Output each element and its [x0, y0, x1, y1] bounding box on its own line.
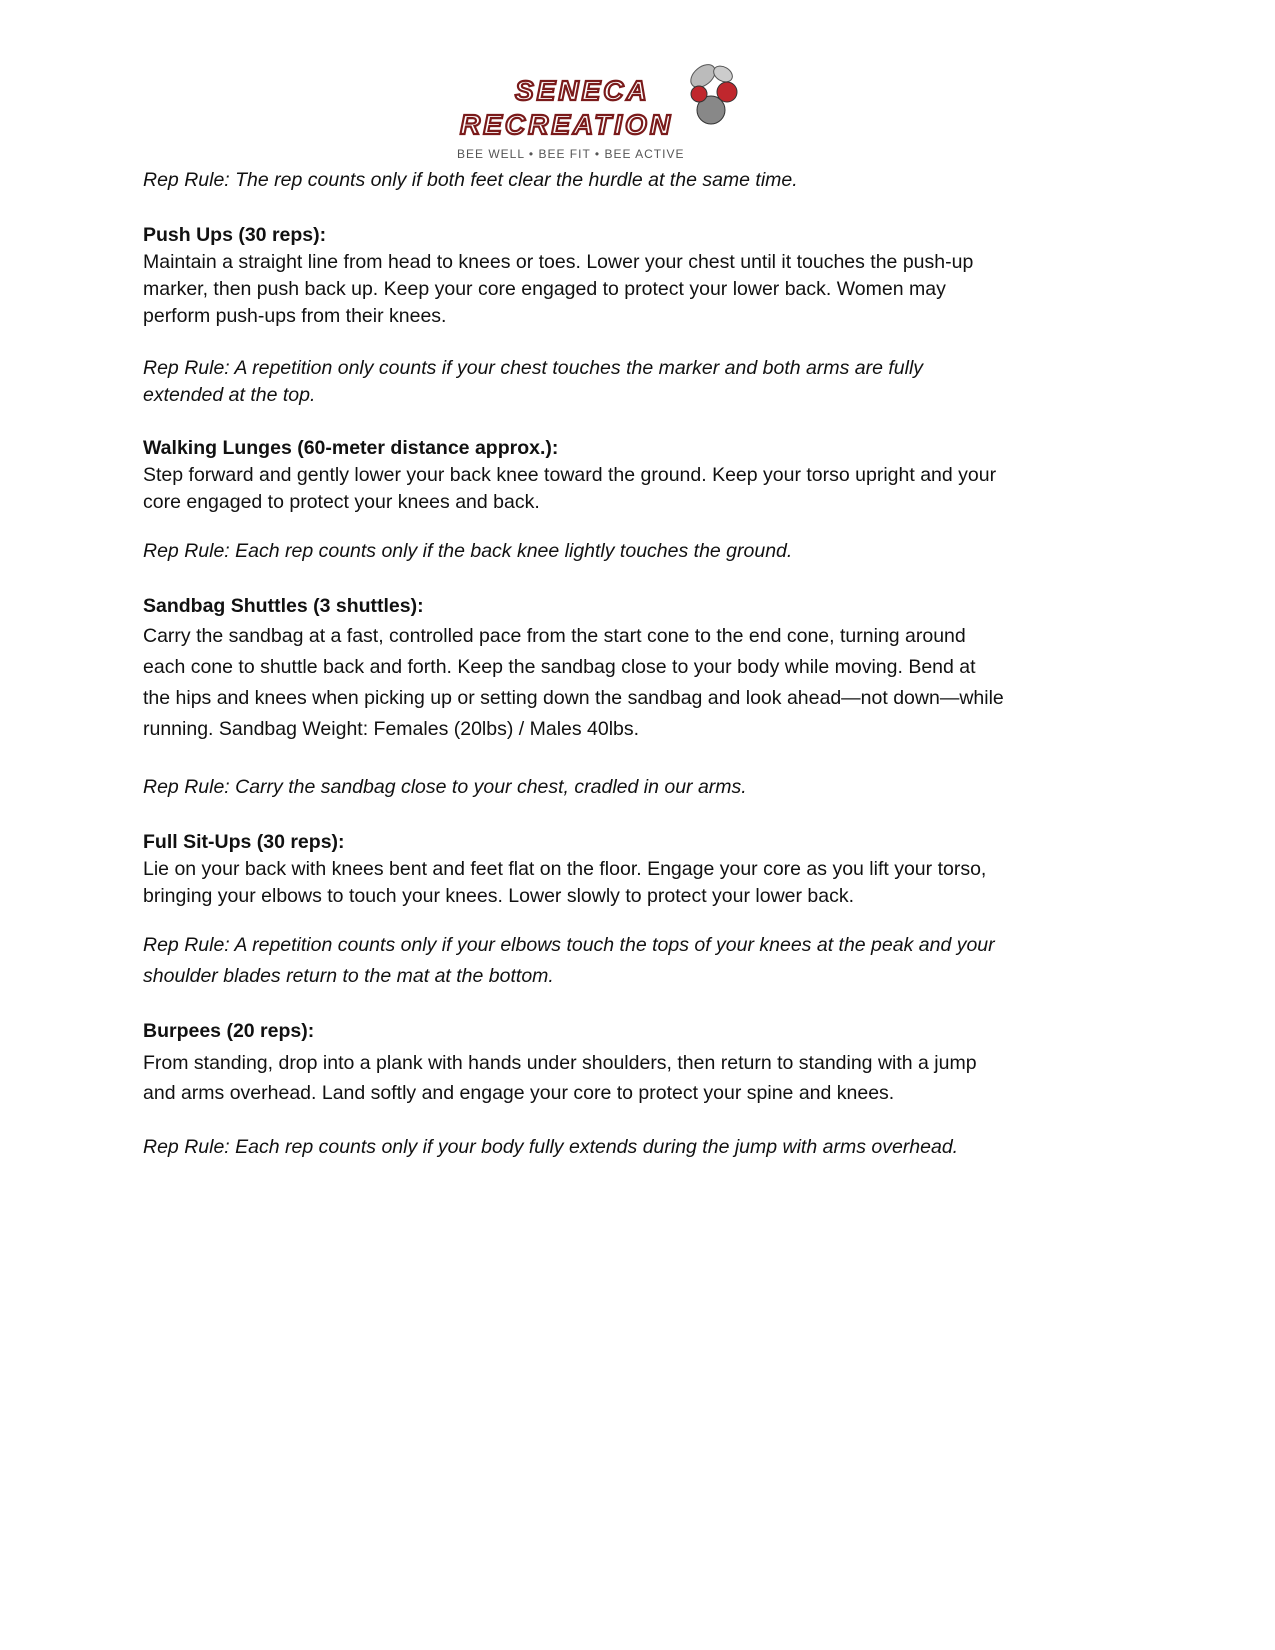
text-line: Rep Rule: Carry the sandbag close to your chest, cradled in our arms.	[143, 776, 747, 798]
text-line: Maintain a straight line from head to knees or toes. Lower your chest until it touches the push-up	[143, 251, 974, 273]
text-line: core engaged to protect your knees and back.	[143, 491, 540, 513]
text-line: Full Sit-Ups (30 reps):	[143, 831, 345, 853]
section-heading	[143, 1018, 1133, 1045]
section-rep-rule	[143, 355, 1133, 409]
text-line: shoulder blades return to the mat at the bottom.	[143, 965, 554, 987]
text-line: Walking Lunges (60-meter distance approx.):	[143, 437, 559, 459]
section-heading	[143, 435, 1133, 462]
section-rep-rule	[143, 930, 1133, 992]
intro-rep-rule	[143, 167, 1133, 194]
text-line: Sandbag Shuttles (3 shuttles):	[143, 595, 424, 617]
section-rep-rule	[143, 538, 1133, 565]
section-description	[143, 1048, 1133, 1108]
text-line: each cone to shuttle back and forth. Keep the sandbag close to your body while moving. Bend at	[143, 656, 976, 678]
text-line: Push Ups (30 reps):	[143, 224, 327, 246]
section-heading	[143, 829, 1133, 856]
text-line: Rep Rule: Each rep counts only if the back knee lightly touches the ground.	[143, 540, 793, 562]
text-line: the hips and knees when picking up or setting down the sandbag and look ahead—not down—while	[143, 687, 1004, 709]
text-line: Carry the sandbag at a fast, controlled pace from the start cone to the end cone, turning around	[143, 625, 966, 647]
section-description	[143, 249, 1133, 330]
text-line: perform push-ups from their knees.	[143, 305, 447, 327]
text-line: marker, then push back up. Keep your core engaged to protect your lower back. Women may	[143, 278, 946, 300]
text-line: Lie on your back with knees bent and feet flat on the floor. Engage your core as you lift your torso,	[143, 858, 987, 880]
section-rep-rule	[143, 774, 1133, 801]
section-heading	[143, 593, 1133, 620]
logo-tagline: BEE WELL • BEE FIT • BEE ACTIVE	[457, 147, 685, 161]
bee-mascot-icon	[686, 60, 737, 124]
section-description	[143, 621, 1133, 745]
text-line: running. Sandbag Weight: Females (20lbs) / Males 40lbs.	[143, 718, 640, 740]
logo-line1: SENECA	[515, 75, 650, 106]
section-rep-rule	[143, 1134, 1133, 1161]
section-description	[143, 462, 1133, 516]
text-line: Rep Rule: The rep counts only if both feet clear the hurdle at the same time.	[143, 169, 798, 191]
section-description	[143, 856, 1133, 910]
text-line: Rep Rule: Each rep counts only if your body fully extends during the jump with arms overhead.	[143, 1136, 959, 1158]
text-line: Rep Rule: A repetition counts only if your elbows touch the tops of your knees at the peak and your	[143, 934, 995, 956]
text-line: bringing your elbows to touch your knees. Lower slowly to protect your lower back.	[143, 885, 855, 907]
text-line: Burpees (20 reps):	[143, 1020, 315, 1042]
text-line: and arms overhead. Land softly and engage your core to protect your spine and knees.	[143, 1082, 895, 1104]
seneca-recreation-logo	[455, 60, 765, 165]
text-line: extended at the top.	[143, 384, 316, 406]
text-line: Rep Rule: A repetition only counts if your chest touches the marker and both arms are fully	[143, 357, 924, 379]
text-line: From standing, drop into a plank with hands under shoulders, then return to standing with a jump	[143, 1052, 977, 1074]
logo-line2: RECREATION	[460, 109, 674, 140]
text-line: Step forward and gently lower your back knee toward the ground. Keep your torso upright and your	[143, 464, 997, 486]
section-heading	[143, 222, 1133, 249]
